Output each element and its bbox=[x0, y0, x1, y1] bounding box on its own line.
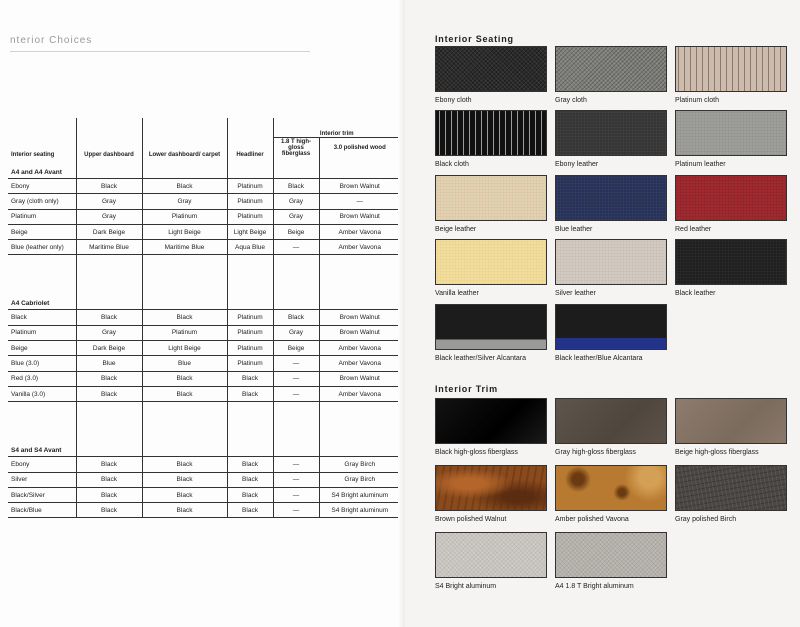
seating-swatch-sample bbox=[435, 175, 547, 221]
table-cell: Beige bbox=[273, 341, 319, 356]
trim-swatch-sample bbox=[435, 398, 547, 444]
table-cell: — bbox=[273, 386, 319, 401]
seating-swatch-label: Red leather bbox=[675, 226, 712, 233]
table-body bbox=[8, 158, 400, 518]
trim-swatch-label: S4 Bright aluminum bbox=[435, 583, 497, 590]
seating-swatch-label: Platinum leather bbox=[675, 161, 726, 168]
table-cell: Platinum bbox=[8, 209, 76, 224]
trim-swatch-label: A4 1.8 T Bright aluminum bbox=[555, 583, 634, 590]
table-cell: Blue (3.0) bbox=[8, 356, 76, 371]
table-cell: Brown Walnut bbox=[319, 310, 400, 325]
table-row bbox=[8, 472, 400, 487]
trim-swatch-sample bbox=[555, 465, 667, 511]
trim-swatch-item bbox=[435, 465, 547, 525]
seating-swatch-sample bbox=[675, 46, 787, 92]
table-cell: Platinum bbox=[227, 325, 273, 340]
interior-seating-title: Interior Seating bbox=[435, 34, 514, 44]
trim-swatch-sample bbox=[555, 398, 667, 444]
table-cell: — bbox=[319, 194, 400, 209]
table-cell: S4 Bright aluminum bbox=[319, 503, 400, 518]
seating-swatch-sample bbox=[555, 239, 667, 285]
trim-swatch-label: Black high-gloss fiberglass bbox=[435, 449, 518, 456]
seating-swatch-item bbox=[555, 175, 667, 235]
table-cell: Black bbox=[142, 310, 227, 325]
seating-swatch-sample bbox=[435, 46, 547, 92]
table-cell: Brown Walnut bbox=[319, 179, 400, 194]
table-cell: Black bbox=[8, 310, 76, 325]
col-header-interior-trim: Interior trim bbox=[273, 118, 400, 138]
table-cell: Amber Vavona bbox=[319, 341, 400, 356]
table-row bbox=[8, 487, 400, 502]
trim-swatch-label: Amber polished Vavona bbox=[555, 516, 629, 523]
table-row bbox=[8, 325, 400, 340]
trim-swatch-sample bbox=[555, 532, 667, 578]
seating-swatch-sample bbox=[435, 239, 547, 285]
table-row bbox=[8, 371, 400, 386]
seating-swatch-sample bbox=[435, 304, 547, 350]
table-cell: Amber Vavona bbox=[319, 386, 400, 401]
table-cell: Black bbox=[76, 487, 142, 502]
trim-swatch-sample bbox=[435, 465, 547, 511]
table-cell: Black bbox=[273, 179, 319, 194]
table-cell: Platinum bbox=[227, 209, 273, 224]
table-cell: Ebony bbox=[8, 457, 76, 472]
seating-swatch-item bbox=[675, 46, 787, 106]
trim-swatch-item bbox=[435, 532, 547, 592]
table-cell: — bbox=[273, 356, 319, 371]
table-cell: — bbox=[273, 487, 319, 502]
table-cell: Platinum bbox=[227, 194, 273, 209]
table-cell: Black bbox=[273, 310, 319, 325]
table-cell: Light Beige bbox=[142, 224, 227, 239]
trim-swatch-item bbox=[555, 465, 667, 525]
section-spacer bbox=[8, 402, 400, 437]
col-header-headliner: Headliner bbox=[227, 118, 273, 158]
seating-swatch-label: Ebony leather bbox=[555, 161, 599, 168]
table-cell: Gray bbox=[76, 209, 142, 224]
table-cell: Black bbox=[142, 457, 227, 472]
table-cell: Black bbox=[76, 179, 142, 194]
trim-swatch-label: Beige high-gloss fiberglass bbox=[675, 449, 759, 456]
section-header-row bbox=[8, 158, 400, 179]
table-cell: Amber Vavona bbox=[319, 356, 400, 371]
table-cell: Light Beige bbox=[142, 341, 227, 356]
table-cell: — bbox=[273, 371, 319, 386]
table-cell: Black bbox=[227, 457, 273, 472]
table-cell: Black bbox=[227, 487, 273, 502]
table-cell: Black bbox=[76, 310, 142, 325]
table-cell: Black bbox=[142, 487, 227, 502]
seating-swatch-sample bbox=[435, 110, 547, 156]
table-cell: Gray (cloth only) bbox=[8, 194, 76, 209]
col-header-lower-dashboard: Lower dashboard/ carpet bbox=[142, 118, 227, 158]
interior-choices-table bbox=[8, 118, 400, 518]
trim-swatch-sample bbox=[675, 465, 787, 511]
col-header-seating: Interior seating bbox=[11, 152, 55, 158]
table-cell: Gray bbox=[273, 209, 319, 224]
table-cell: Black bbox=[76, 386, 142, 401]
table-cell: Platinum bbox=[227, 341, 273, 356]
table-cell: — bbox=[273, 472, 319, 487]
table-cell: Black/Blue bbox=[8, 503, 76, 518]
table-cell: Gray Birch bbox=[319, 472, 400, 487]
table-cell: Gray bbox=[273, 325, 319, 340]
table-row bbox=[8, 503, 400, 518]
seating-swatch-label: Blue leather bbox=[555, 226, 593, 233]
table-row bbox=[8, 224, 400, 239]
table-cell: — bbox=[273, 503, 319, 518]
table-cell: Ebony bbox=[8, 179, 76, 194]
col-header-upper-dashboard: Upper dashboard bbox=[76, 118, 142, 158]
seating-swatch-item bbox=[555, 110, 667, 170]
table-cell: Brown Walnut bbox=[319, 325, 400, 340]
table-cell: Beige bbox=[8, 341, 76, 356]
table-row bbox=[8, 356, 400, 371]
table-cell: Gray bbox=[76, 325, 142, 340]
table-cell: S4 Bright aluminum bbox=[319, 487, 400, 502]
table-cell: Black bbox=[142, 386, 227, 401]
seating-swatch-item bbox=[675, 239, 787, 299]
section-header-row bbox=[8, 289, 400, 310]
trim-swatch-item bbox=[555, 532, 667, 592]
table-cell: Platinum bbox=[227, 356, 273, 371]
trim-swatch-sample bbox=[435, 532, 547, 578]
table-cell: Brown Walnut bbox=[319, 209, 400, 224]
table-cell: Gray Birch bbox=[319, 457, 400, 472]
table-cell: Vanilla (3.0) bbox=[8, 386, 76, 401]
table-cell: Black bbox=[142, 371, 227, 386]
table-cell: Black bbox=[227, 371, 273, 386]
table-cell: Beige bbox=[8, 224, 76, 239]
table-row bbox=[8, 194, 400, 209]
table-cell: — bbox=[273, 457, 319, 472]
right-page bbox=[405, 0, 800, 627]
seating-swatch-item bbox=[435, 46, 547, 106]
table-cell: Beige bbox=[273, 224, 319, 239]
trim-swatch-item bbox=[555, 398, 667, 458]
section-title: S4 and S4 Avant bbox=[8, 436, 76, 457]
table-row bbox=[8, 179, 400, 194]
table-cell: Platinum bbox=[227, 179, 273, 194]
seating-swatch-label: Black leather bbox=[675, 290, 716, 297]
table-cell: Platinum bbox=[8, 325, 76, 340]
page-heading: nterior Choices bbox=[10, 35, 310, 52]
table-cell: Dark Beige bbox=[76, 341, 142, 356]
section-header-row bbox=[8, 436, 400, 457]
table-cell: Black bbox=[76, 503, 142, 518]
table-cell: Gray bbox=[273, 194, 319, 209]
table-row bbox=[8, 240, 400, 255]
table-cell: Platinum bbox=[142, 209, 227, 224]
table-cell: Light Beige bbox=[227, 224, 273, 239]
table-cell: Black bbox=[142, 503, 227, 518]
seating-swatch-label: Platinum cloth bbox=[675, 97, 719, 104]
seating-swatch-label: Gray cloth bbox=[555, 97, 587, 104]
table-cell: Black bbox=[142, 179, 227, 194]
seating-swatch-sample bbox=[555, 304, 667, 350]
section-title: A4 and A4 Avant bbox=[8, 158, 76, 179]
trim-swatch-label: Gray polished Birch bbox=[675, 516, 737, 523]
table-cell: Platinum bbox=[142, 325, 227, 340]
seating-swatch-sample bbox=[675, 239, 787, 285]
table-cell: Amber Vavona bbox=[319, 224, 400, 239]
table-cell: Silver bbox=[8, 472, 76, 487]
seating-swatch-label: Black cloth bbox=[435, 161, 469, 168]
seating-swatch-item bbox=[435, 304, 547, 364]
table-cell: Black bbox=[227, 386, 273, 401]
seating-swatch-label: Vanilla leather bbox=[435, 290, 479, 297]
trim-swatch-sample bbox=[675, 398, 787, 444]
section-spacer bbox=[8, 255, 400, 290]
seating-swatch-sample bbox=[555, 110, 667, 156]
seating-swatch-sample bbox=[675, 175, 787, 221]
seating-swatch-item bbox=[675, 110, 787, 170]
seating-swatch-item bbox=[555, 304, 667, 364]
table-row bbox=[8, 386, 400, 401]
interior-trim-title: Interior Trim bbox=[435, 384, 498, 394]
trim-swatch-item bbox=[435, 398, 547, 458]
seating-swatch-item bbox=[675, 175, 787, 235]
col-header-fiberglass: 1.8 T high-gloss fiberglass bbox=[273, 138, 319, 159]
seating-swatch-item bbox=[435, 110, 547, 170]
seating-swatch-label: Black leather/Silver Alcantara bbox=[435, 355, 527, 362]
seating-swatch-sample bbox=[555, 46, 667, 92]
table-cell: Aqua Blue bbox=[227, 240, 273, 255]
table-cell: Dark Beige bbox=[76, 224, 142, 239]
table-cell: Black bbox=[142, 472, 227, 487]
table-cell: Blue (leather only) bbox=[8, 240, 76, 255]
trim-swatch-label: Brown polished Walnut bbox=[435, 516, 507, 523]
seating-swatch-item bbox=[555, 46, 667, 106]
table-cell: Amber Vavona bbox=[319, 240, 400, 255]
table-row bbox=[8, 310, 400, 325]
table-cell: Maritime Blue bbox=[76, 240, 142, 255]
table-cell: Maritime Blue bbox=[142, 240, 227, 255]
section-title: A4 Cabriolet bbox=[8, 289, 76, 310]
seating-swatch-sample bbox=[555, 175, 667, 221]
table-cell: Black/Silver bbox=[8, 487, 76, 502]
table-cell: Gray bbox=[142, 194, 227, 209]
trim-swatch-item bbox=[675, 465, 787, 525]
table-cell: Blue bbox=[76, 356, 142, 371]
trim-swatch-item bbox=[675, 398, 787, 458]
table-cell: Black bbox=[227, 472, 273, 487]
table-row bbox=[8, 209, 400, 224]
seating-swatch-label: Black leather/Blue Alcantara bbox=[555, 355, 643, 362]
seating-swatch-item bbox=[435, 175, 547, 235]
seating-swatch-label: Beige leather bbox=[435, 226, 477, 233]
trim-swatch-label: Gray high-gloss fiberglass bbox=[555, 449, 636, 456]
seating-swatch-sample bbox=[675, 110, 787, 156]
table-cell: Black bbox=[76, 371, 142, 386]
table-cell: Black bbox=[76, 472, 142, 487]
seating-swatch-label: Ebony cloth bbox=[435, 97, 472, 104]
seating-swatch-label: Silver leather bbox=[555, 290, 596, 297]
seating-swatch-item bbox=[435, 239, 547, 299]
table-cell: Red (3.0) bbox=[8, 371, 76, 386]
table-row bbox=[8, 341, 400, 356]
table-cell: Platinum bbox=[227, 310, 273, 325]
table-cell: — bbox=[273, 240, 319, 255]
col-header-wood: 3.0 polished wood bbox=[319, 138, 400, 159]
table-cell: Blue bbox=[142, 356, 227, 371]
table-row bbox=[8, 457, 400, 472]
table-cell: Black bbox=[227, 503, 273, 518]
table-cell: Brown Walnut bbox=[319, 371, 400, 386]
table-cell: Gray bbox=[76, 194, 142, 209]
seating-swatch-item bbox=[555, 239, 667, 299]
table-cell: Black bbox=[76, 457, 142, 472]
